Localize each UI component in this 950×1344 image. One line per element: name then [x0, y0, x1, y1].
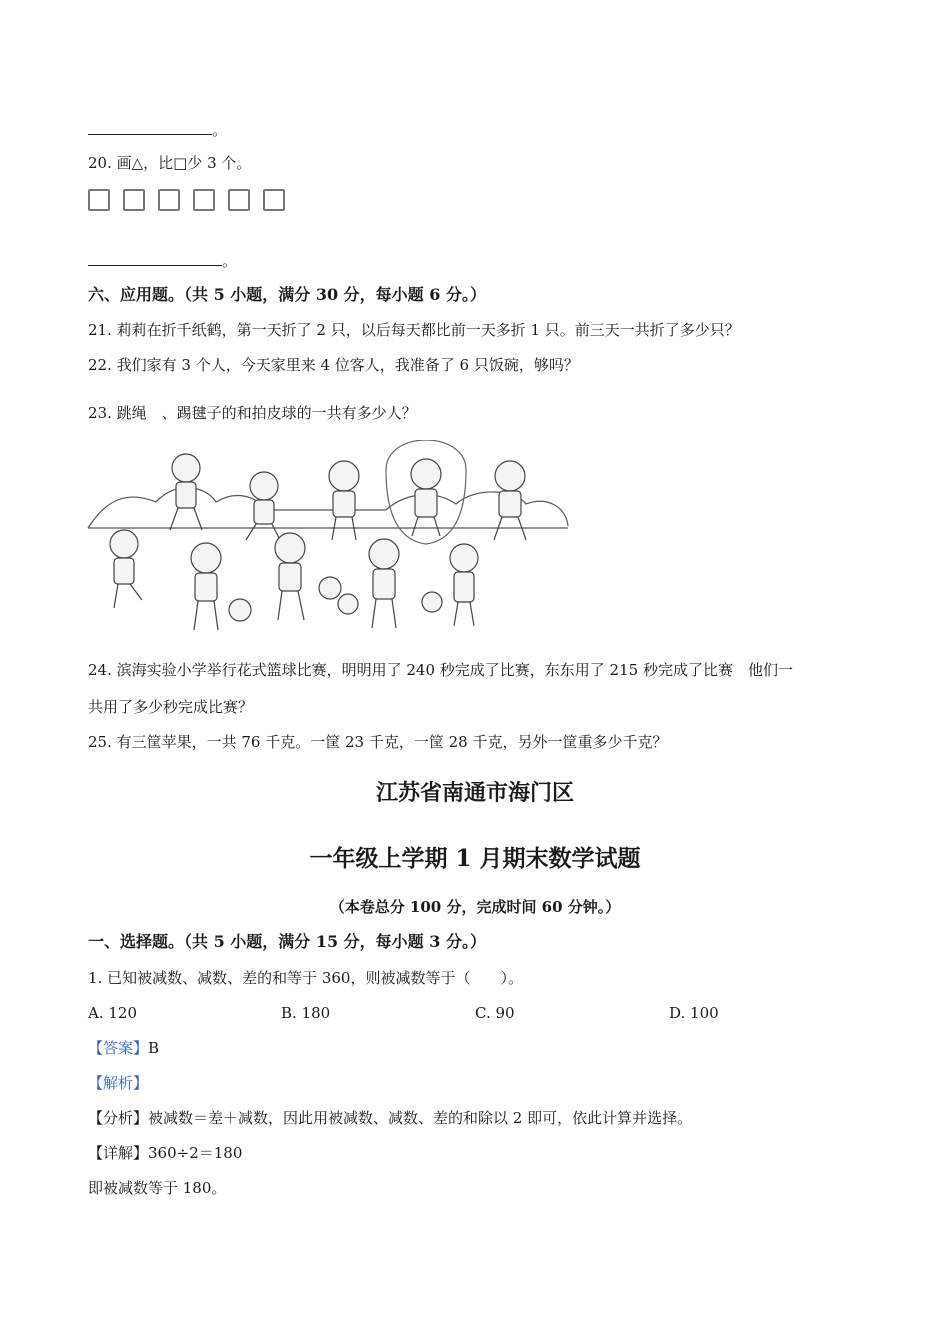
square-shape — [193, 189, 215, 211]
exam-region-title: 江苏省南通市海门区 — [375, 780, 574, 806]
q19-tail: 。 — [212, 121, 228, 139]
question-22: 22. 我们家有 3 个人，今天家里来 4 位客人，我准备了 6 只饭碗，够吗？ — [88, 356, 579, 374]
analysis-line — [88, 1073, 148, 1093]
answer-blank — [88, 120, 212, 135]
option-c: C. 90 — [475, 1004, 515, 1022]
square-shape — [123, 189, 145, 211]
question-24-line2: 共用了多少秒完成比赛？ — [88, 698, 254, 716]
q20-squares — [88, 189, 285, 211]
question-24-line1: 24. 滨海实验小学举行花式篮球比赛，明明用了 240 秒完成了比赛，东东用了 215 秒完成了比赛 他们一 — [88, 661, 793, 679]
child-figure — [191, 543, 251, 630]
question-1-stem: 1. 已知被减数、减数、差的和等于 360，则被减数等于（ ）。 — [88, 969, 523, 987]
q20-tail: 。 — [222, 252, 238, 270]
q19-answer-line — [88, 120, 227, 140]
child-figure — [338, 539, 399, 628]
q20-answer-line — [88, 251, 237, 271]
conclusion-line: 即被减数等于 180。 — [88, 1179, 227, 1197]
answer-tag: 【答案】 — [88, 1039, 149, 1057]
option-d: D. 100 — [669, 1004, 719, 1022]
detail-text: 360÷2＝180 — [148, 1144, 243, 1162]
question-23: 23. 跳绳 、踢毽子的和拍皮球的一共有多少人？ — [88, 404, 417, 422]
answer-blank — [88, 251, 222, 266]
child-figure — [170, 454, 202, 530]
children-playing-illustration — [86, 440, 570, 638]
section-6-title: 六、应用题。（共 5 小题，满分 30 分，每小题 6 分。） — [88, 285, 486, 304]
detail-line — [88, 1143, 242, 1163]
q20-text: 20. 画△，比□少 3 个。 — [88, 154, 252, 172]
square-shape — [158, 189, 180, 211]
child-figure — [422, 544, 478, 626]
fenxi-text: 被减数＝差＋减数，因此用被减数、减数、差的和除以 2 即可，依此计算并选择。 — [148, 1109, 693, 1127]
answer-value: B — [148, 1039, 160, 1057]
exam-main-title: 一年级上学期 1 月期末数学试题 — [309, 845, 641, 872]
square-shape — [88, 189, 110, 211]
square-shape — [228, 189, 250, 211]
child-figure — [246, 472, 280, 540]
child-figure — [411, 459, 441, 536]
child-figure — [110, 530, 142, 608]
fenxi-line — [88, 1108, 692, 1128]
option-a: A. 120 — [88, 1004, 137, 1022]
question-21: 21. 莉莉在折千纸鹤，第一天折了 2 只，以后每天都比前一天多折 1 只。前三天一共折了多少只？ — [88, 321, 740, 339]
detail-tag: 【详解】 — [88, 1144, 149, 1162]
section-1-title: 一、选择题。（共 5 小题，满分 15 分，每小题 3 分。） — [88, 932, 486, 951]
fenxi-tag: 【分析】 — [88, 1109, 149, 1127]
exam-note: （本卷总分 100 分，完成时间 60 分钟。） — [329, 898, 621, 916]
child-figure — [275, 533, 341, 620]
analysis-tag: 【解析】 — [88, 1074, 149, 1092]
option-b: B. 180 — [281, 1004, 331, 1022]
square-shape — [263, 189, 285, 211]
question-25: 25. 有三筐苹果，一共 76 千克。一筐 23 千克，一筐 28 千克，另外一筐重多少千克？ — [88, 733, 668, 751]
answer-line — [88, 1038, 159, 1058]
